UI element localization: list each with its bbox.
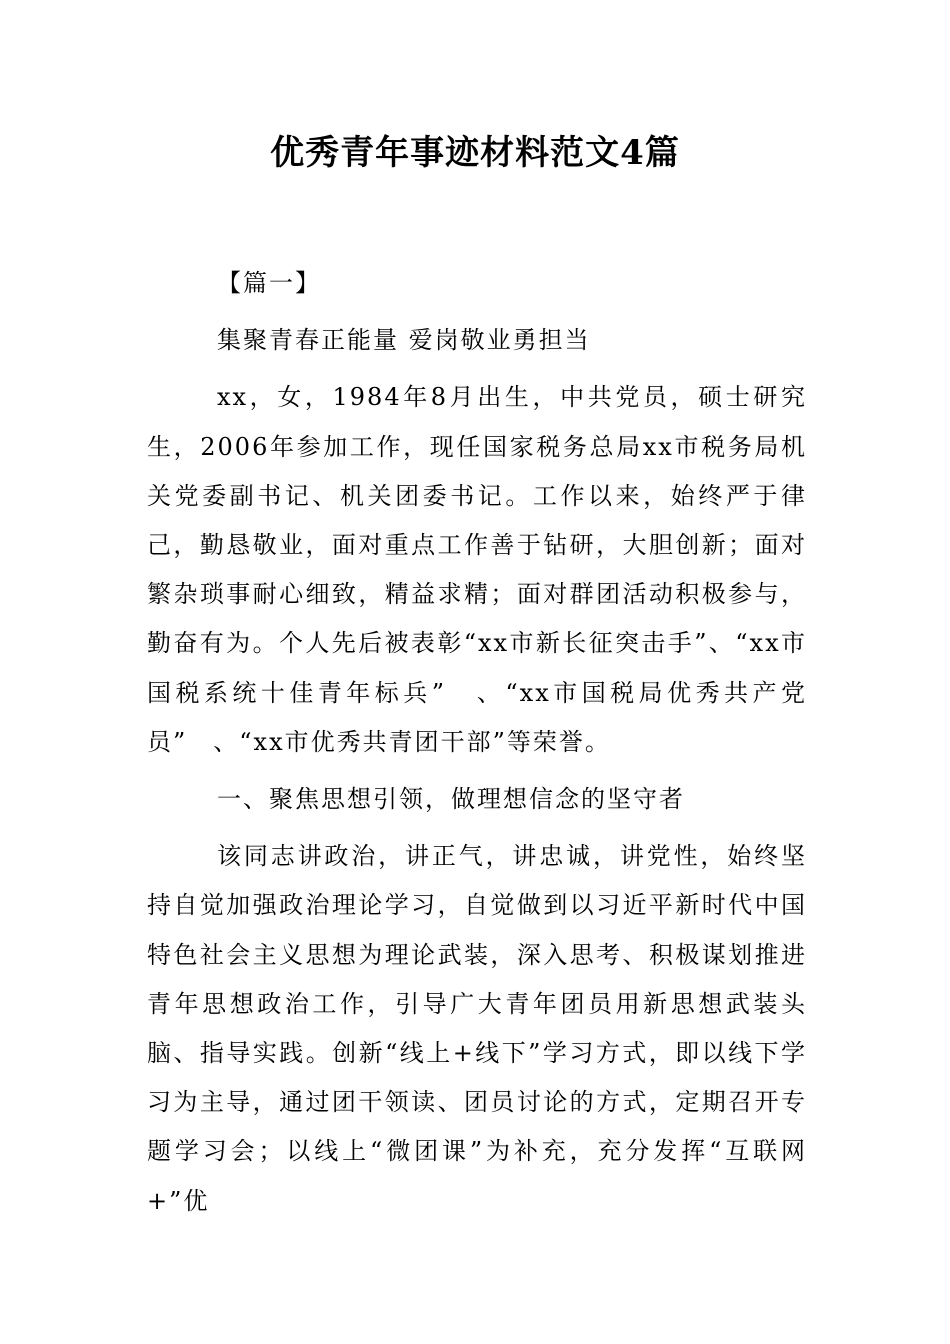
document-title: 优秀青年事迹材料范文4篇	[270, 133, 680, 173]
body-paragraph-1: 该同志讲政治，讲正气，讲忠诚，讲党性，始终坚持自觉加强政治理论学习，自觉做到以习近平新时代中国特色社会主义思想为理论武装，深入思考、积极谋划推进青年思想政治工作，引导广大青年团员用新思想武装头脑、指导实践。创新“线上+线下”学习方式，即以线下学习为主导，通过团干领读、团员讨论的方式，定期召开专题学习会；以线上“微团课”为补充，充分发挥“互联网+”优	[147, 842, 807, 1215]
section-label: 【篇一】	[217, 269, 321, 297]
section-subtitle: 集聚青春正能量 爱岗敬业勇担当	[217, 326, 591, 355]
section-heading-1: 一、聚焦思想引领，做理想信念的坚守者	[217, 785, 685, 814]
body-paragraph-intro: xx，女，1984年8月出生，中共党员，硕士研究生，2006年参加工作，现任国家税务总局xx市税务局机关党委副书记、机关团委书记。工作以来，始终严于律己，勤恳敬业，面对重点工作善于钻研，大胆创新；面对繁杂琐事耐心细致，精益求精；面对群团活动积极参与，勤奋有为。个人先后被表彰“xx市新长征突击手”、“xx市国税系统十佳青年标兵” 、“xx市国税局优秀共产党员” 、“xx市优秀共青团干部”等荣誉。	[147, 383, 807, 756]
document-body	[147, 259, 807, 1226]
